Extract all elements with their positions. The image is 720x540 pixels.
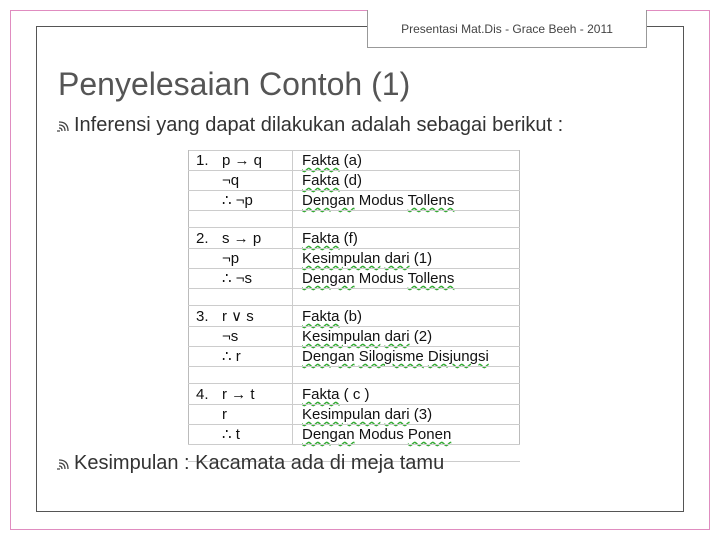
bullet-kesimpulan xyxy=(56,452,444,475)
step-justification: Fakta (a) xyxy=(302,152,363,169)
table-block-divider xyxy=(188,383,520,384)
table-block-divider xyxy=(188,305,520,306)
bullet-inferensi-text: Inferensi yang dapat dilakukan adalah sebagai berikut : xyxy=(74,114,564,136)
table-row-divider xyxy=(188,210,520,211)
step-number: 2. xyxy=(196,230,209,247)
step-expression: r ∨ s xyxy=(222,308,254,325)
step-justification: Kesimpulan dari (3) xyxy=(302,406,433,423)
table-row-divider xyxy=(188,366,520,367)
step-justification: Fakta (b) xyxy=(302,308,363,325)
bullet-inferensi xyxy=(56,114,563,137)
step-expression: ¬p xyxy=(222,250,240,267)
step-justification: Kesimpulan dari (1) xyxy=(302,250,433,267)
signal-wave-bullet-icon xyxy=(56,120,70,132)
step-expression: ∴ ¬s xyxy=(222,270,252,287)
step-expression: r xyxy=(222,406,227,423)
step-number: 4. xyxy=(196,386,209,403)
step-expression: r → t xyxy=(222,386,255,403)
signal-wave-bullet-icon xyxy=(56,458,70,470)
table-block-divider xyxy=(188,227,520,228)
table-row-divider xyxy=(188,288,520,289)
step-expression: ¬s xyxy=(222,328,239,345)
step-justification: Fakta (f) xyxy=(302,230,358,247)
step-justification: Dengan Modus Tollens xyxy=(302,192,455,209)
step-expression: s → p xyxy=(222,230,262,247)
step-expression: ∴ t xyxy=(222,426,240,443)
step-expression: ∴ r xyxy=(222,348,241,365)
step-justification: Kesimpulan dari (2) xyxy=(302,328,433,345)
step-number: 1. xyxy=(196,152,209,169)
slide-title: Penyelesaian Contoh (1) xyxy=(58,66,411,102)
step-justification: Fakta (d) xyxy=(302,172,363,189)
step-expression: ∴ ¬p xyxy=(222,192,253,209)
bullet-kesimpulan-text: Kesimpulan : Kacamata ada di meja tamu xyxy=(74,452,445,474)
step-justification: Dengan Silogisme Disjungsi xyxy=(302,348,489,365)
step-expression: p → q xyxy=(222,152,263,169)
table-row-divider xyxy=(188,444,520,445)
step-expression: ¬q xyxy=(222,172,240,189)
step-justification: Fakta ( c ) xyxy=(302,386,370,403)
header-text: Presentasi Mat.Dis - Grace Beeh - 2011 xyxy=(401,22,613,36)
inference-table xyxy=(188,150,520,445)
step-justification: Dengan Modus Tollens xyxy=(302,270,455,287)
step-justification: Dengan Modus Ponen xyxy=(302,426,452,443)
step-number: 3. xyxy=(196,308,209,325)
